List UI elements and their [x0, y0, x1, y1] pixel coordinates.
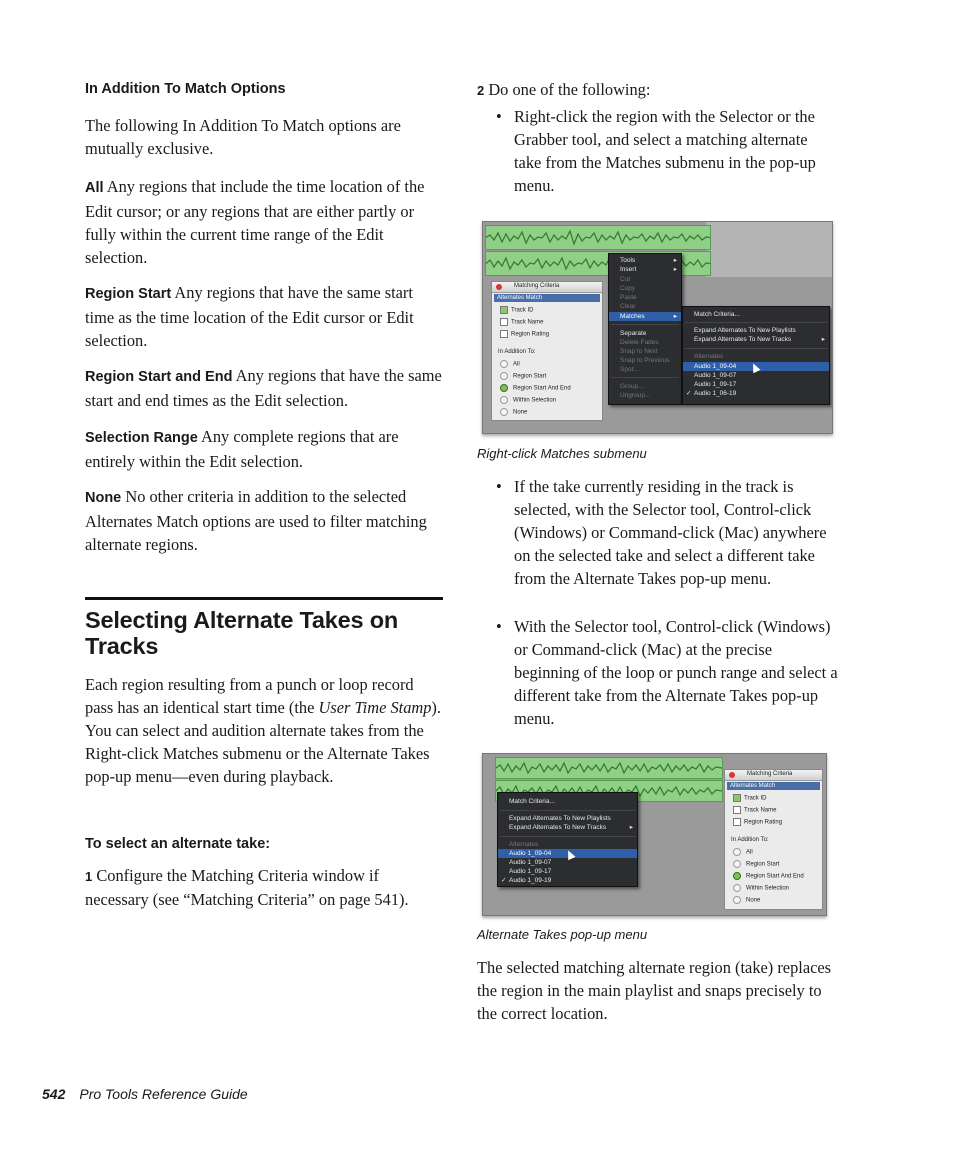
chevron-right-icon: ▸	[673, 257, 677, 264]
step-number: 1	[85, 869, 93, 884]
menu-item-cut: Cut	[620, 276, 631, 283]
guide-title: Pro Tools Reference Guide	[79, 1086, 248, 1102]
radio-label: Within Selection	[746, 885, 790, 892]
section-title-line2: Tracks	[85, 633, 159, 659]
para-text: Each region resulting from a punch or loop record pass has an identical start time (the	[85, 675, 414, 717]
section-title-line1: Selecting Alternate Takes on	[85, 607, 399, 633]
menu-separator	[611, 377, 679, 378]
bullet-2	[496, 475, 838, 590]
radio-region-start-and-end[interactable]	[500, 384, 571, 393]
radio-selected-icon	[733, 872, 741, 880]
menu-item-label: Expand Alternates To New Tracks	[509, 824, 607, 831]
menu-item-take[interactable]: Audio 1_09-07	[694, 372, 737, 379]
radio-selected-icon	[500, 384, 508, 392]
bullet-3	[496, 615, 838, 730]
figure-matches-submenu	[482, 221, 833, 434]
alternates-label: Alternates	[509, 841, 539, 848]
radio-label: Within Selection	[513, 397, 557, 404]
matching-criteria-window	[491, 281, 603, 421]
checkbox-checked-icon	[500, 306, 508, 314]
menu-item-tools[interactable]	[609, 256, 681, 265]
checkbox-track-id[interactable]	[500, 306, 533, 315]
menu-separator	[500, 810, 635, 811]
radio-label: None	[513, 409, 528, 416]
menu-item-match-criteria[interactable]: Match Criteria...	[694, 311, 740, 318]
menu-item-label: Audio 1_09-19	[509, 877, 552, 884]
chevron-right-icon: ▸	[629, 824, 633, 831]
radio-icon	[500, 408, 508, 416]
def-text: Any regions that have the same start and end times as the Edit selection.	[85, 366, 442, 410]
radio-none[interactable]	[733, 896, 760, 905]
radio-region-start[interactable]	[500, 372, 546, 381]
radio-within-selection[interactable]	[733, 884, 789, 893]
menu-item-ungroup: Ungroup...	[620, 392, 651, 399]
checkbox-track-name[interactable]	[733, 806, 776, 815]
bullet-text: Right-click the region with the Selector or the Grabber tool, and select a matching alternate take from the Matches submenu in the pop-up menu.	[514, 107, 816, 195]
radio-icon	[500, 360, 508, 368]
menu-item-snap-next: Snap to Next	[620, 348, 658, 355]
checkbox-icon	[733, 818, 741, 826]
menu-item-label: Expand Alternates To New Tracks	[694, 336, 792, 343]
def-term: Region Start	[85, 286, 172, 302]
radio-icon	[500, 396, 508, 404]
menu-item-label: Matches	[620, 313, 645, 320]
alternate-takes-popup	[497, 792, 638, 887]
context-menu	[608, 253, 682, 405]
bullet-1	[496, 105, 838, 197]
checkbox-label: Track ID	[511, 307, 534, 314]
checkbox-region-rating[interactable]	[500, 330, 549, 339]
para-text: ). You can select and audition alternate takes from the Right-click Matches submenu or the Alternate Takes pop-up menu—even during playback.	[85, 698, 441, 786]
page-footer	[42, 1086, 248, 1104]
step-1	[85, 864, 435, 911]
radio-icon	[733, 896, 741, 904]
radio-icon	[733, 860, 741, 868]
menu-item-take[interactable]: Audio 1_09-17	[694, 381, 737, 388]
checkbox-track-id[interactable]	[733, 794, 766, 803]
radio-label: Region Start And End	[513, 385, 571, 392]
def-text: Any complete regions that are entirely within the Edit selection.	[85, 427, 399, 471]
alternates-match-header: Alternates Match	[727, 782, 820, 790]
menu-item-expand-tracks[interactable]	[683, 335, 829, 344]
menu-item-group: Group...	[620, 383, 644, 390]
checkbox-icon	[733, 806, 741, 814]
def-text: Any regions that have the same start time as the time location of the Edit cursor or Edit selection.	[85, 283, 414, 350]
menu-item-take[interactable]: Audio 1_09-04	[498, 849, 637, 858]
section-paragraph	[85, 673, 441, 788]
checkbox-label: Region Rating	[744, 819, 783, 826]
menu-item-delete-fades: Delete Fades	[620, 339, 659, 346]
in-addition-heading: In Addition To Match Options	[85, 81, 286, 97]
menu-item-match-criteria[interactable]: Match Criteria...	[509, 798, 555, 805]
def-selection-range	[85, 425, 443, 473]
checkmark-icon: ✓	[686, 390, 692, 397]
radio-icon	[733, 884, 741, 892]
radio-icon	[500, 372, 508, 380]
figure-alternate-takes-popup	[482, 753, 827, 916]
radio-label: Region Start	[746, 861, 780, 868]
menu-item-label: Tools	[620, 257, 636, 264]
menu-item-matches[interactable]	[609, 312, 681, 321]
menu-item-label: Insert	[620, 266, 637, 273]
menu-item-take[interactable]: Audio 1_09-17	[509, 868, 552, 875]
menu-item-clear: Clear	[620, 303, 636, 310]
radio-label: All	[746, 849, 753, 856]
def-term: All	[85, 180, 104, 196]
menu-separator	[611, 324, 679, 325]
bullet-text: If the take currently residing in the track is selected, with the Selector tool, Control-click (Windows) or Command-click (Mac) anywhere on the selected take and select a different take from the Alternate Takes pop-up menu.	[514, 477, 827, 588]
radio-all[interactable]	[500, 360, 520, 369]
checkbox-label: Track ID	[744, 795, 767, 802]
radio-label: None	[746, 897, 761, 904]
def-term: Region Start and End	[85, 369, 233, 385]
menu-item-paste: Paste	[620, 294, 637, 301]
closing-paragraph: The selected matching alternate region (take) replaces the region in the main playlist and snaps precisely to the correct location.	[477, 958, 832, 1023]
def-term: Selection Range	[85, 430, 198, 446]
checkbox-icon	[500, 330, 508, 338]
matching-criteria-window	[724, 769, 823, 910]
step-2	[477, 78, 839, 102]
waveform-region[interactable]	[495, 757, 723, 779]
chevron-right-icon: ▸	[673, 313, 677, 320]
section-title	[85, 607, 398, 659]
intro-paragraph: The following In Addition To Match options are mutually exclusive.	[85, 116, 401, 158]
checkbox-label: Track Name	[511, 319, 544, 326]
in-addition-label: In Addition To:	[498, 349, 536, 355]
close-icon[interactable]	[496, 284, 502, 290]
menu-item-expand-playlists[interactable]: Expand Alternates To New Playlists	[509, 815, 611, 822]
radio-label: All	[513, 361, 520, 368]
menu-item-take[interactable]	[683, 389, 829, 398]
window-titlebar	[725, 770, 822, 781]
para-italic: User Time Stamp	[318, 698, 432, 717]
radio-icon	[733, 848, 741, 856]
menu-item-insert[interactable]	[609, 265, 681, 274]
bullet-dot: •	[496, 477, 502, 496]
radio-all[interactable]	[733, 848, 753, 857]
menu-item-take[interactable]: Audio 1_09-07	[509, 859, 552, 866]
menu-item-take[interactable]	[498, 876, 637, 885]
def-text: No other criteria in addition to the selected Alternates Match options are used to filter matching alternate regions.	[85, 487, 427, 554]
window-titlebar	[492, 282, 602, 293]
radio-within-selection[interactable]	[500, 396, 556, 405]
matches-submenu	[682, 306, 830, 405]
caption-alternate-takes: Alternate Takes pop-up menu	[477, 927, 648, 942]
menu-separator	[685, 348, 827, 349]
menu-separator	[500, 836, 635, 837]
checkbox-label: Track Name	[744, 807, 777, 814]
track-background	[706, 222, 832, 277]
menu-separator	[685, 322, 827, 323]
alternates-label: Alternates	[694, 353, 724, 360]
def-text: Any regions that include the time location of the Edit cursor; or any regions that are either partly or fully within the current time range of the Edit selection.	[85, 177, 425, 267]
checkmark-icon: ✓	[501, 877, 507, 884]
chevron-right-icon: ▸	[673, 266, 677, 273]
checkbox-region-rating[interactable]	[733, 818, 782, 827]
def-region-start	[85, 281, 443, 352]
procedure-heading: To select an alternate take:	[85, 836, 271, 852]
step-text: Do one of the following:	[488, 80, 651, 99]
checkbox-track-name[interactable]	[500, 318, 543, 327]
menu-item-separate[interactable]: Separate	[620, 330, 647, 337]
checkbox-checked-icon	[733, 794, 741, 802]
radio-label: Region Start And End	[746, 873, 804, 880]
window-title: Matching Criteria	[747, 771, 793, 777]
bullet-dot: •	[496, 617, 502, 636]
checkbox-label: Region Rating	[511, 331, 550, 338]
page-number: 542	[42, 1086, 66, 1102]
radio-label: Region Start	[513, 373, 547, 380]
bullet-text: With the Selector tool, Control-click (Windows) or Command-click (Mac) at the precise beginning of the loop or punch range and select a different take from the Alternate Takes pop-up menu.	[514, 617, 838, 728]
bullet-dot: •	[496, 107, 502, 126]
radio-region-start[interactable]	[733, 860, 779, 869]
menu-item-snap-previous: Snap to Previous	[620, 357, 670, 364]
menu-item-spot: Spot...	[620, 366, 639, 373]
window-title: Matching Criteria	[514, 283, 560, 289]
caption-matches-submenu: Right-click Matches submenu	[477, 446, 647, 461]
radio-none[interactable]	[500, 408, 527, 417]
menu-item-expand-playlists[interactable]: Expand Alternates To New Playlists	[694, 327, 796, 334]
checkbox-icon	[500, 318, 508, 326]
alternates-match-header: Alternates Match	[494, 294, 600, 302]
menu-item-take[interactable]: Audio 1_09-04	[683, 362, 829, 371]
menu-item-expand-tracks[interactable]	[498, 823, 637, 832]
def-all	[85, 175, 443, 269]
def-none	[85, 485, 443, 556]
menu-item-label: Audio 1_06-19	[694, 390, 737, 397]
waveform-region[interactable]	[485, 225, 711, 250]
in-addition-label: In Addition To:	[731, 837, 769, 843]
def-term: None	[85, 490, 122, 506]
def-region-start-and-end	[85, 364, 443, 412]
chevron-right-icon: ▸	[821, 336, 825, 343]
step-number: 2	[477, 83, 485, 98]
section-rule	[85, 597, 443, 600]
radio-region-start-and-end[interactable]	[733, 872, 804, 881]
menu-item-copy: Copy	[620, 285, 636, 292]
close-icon[interactable]	[729, 772, 735, 778]
step-text: Configure the Matching Criteria window if necessary (see “Matching Criteria” on page 541).	[85, 866, 409, 909]
